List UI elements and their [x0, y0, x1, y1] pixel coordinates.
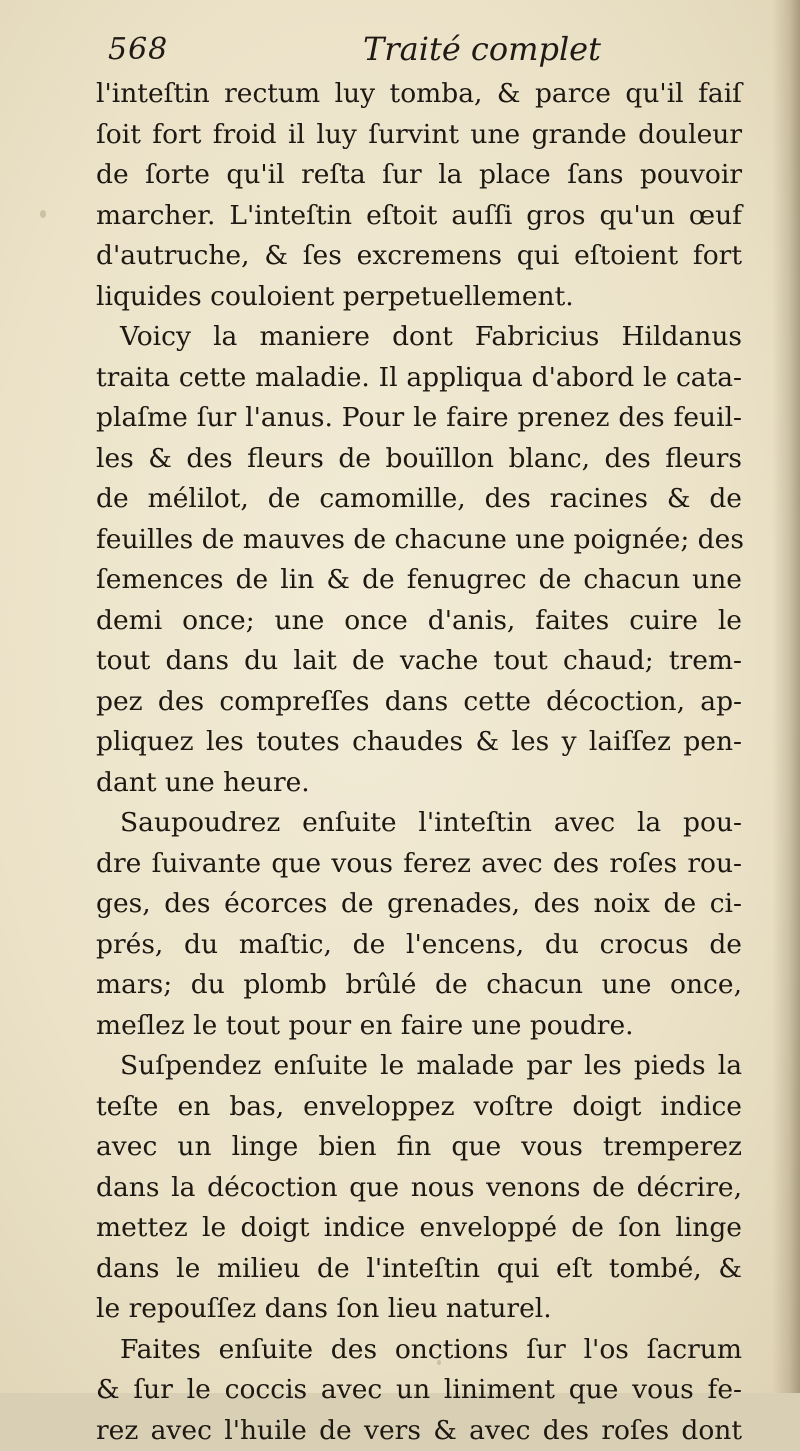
text-line: tout dans du lait de vache tout chaud; trem-	[96, 641, 742, 682]
page-edge-shadow	[772, 0, 800, 1393]
text-line: le repouſſez dans ſon lieu naturel.	[96, 1289, 742, 1330]
text-line: d'autruche, & ſes excremens qui eſtoient fort	[96, 236, 742, 277]
text-line: & ſur le coccis avec un liniment que vous fe-	[96, 1370, 742, 1411]
paragraph-first-line: Voicy la maniere dont Fabricius Hildanus	[96, 317, 742, 358]
text-line: prés, du maſtic, de l'encens, du crocus de	[96, 925, 742, 966]
text-line: pez des compreſſes dans cette décoction, ap-	[96, 682, 742, 723]
text-line: l'inteſtin rectum luy tomba, & parce qu'il faiſ	[96, 74, 742, 115]
paragraph-first-line: Faites enſuite des onctions ſur l'os ſacrum	[96, 1330, 742, 1371]
text-line: de ſorte qu'il reſta ſur la place ſans pouvoir	[96, 155, 742, 196]
text-line: rez avec l'huile de vers & avec des roſes dont	[96, 1411, 742, 1451]
running-title: Traité complet	[363, 30, 601, 68]
text-line: plaſme ſur l'anus. Pour le faire prenez des feuil-	[96, 398, 742, 439]
text-line: traita cette maladie. Il appliqua d'abord le cata-	[96, 358, 742, 399]
text-line: ſoit fort froid il luy ſurvint une grande douleur	[96, 115, 742, 156]
text-line: dant une heure.	[96, 763, 742, 804]
text-line: marcher. L'inteſtin eſtoit auſſi gros qu'un œuf	[96, 196, 742, 237]
text-line: les & des fleurs de bouïllon blanc, des fleurs	[96, 439, 742, 480]
text-line: dans le milieu de l'inteſtin qui eſt tombé, &	[96, 1249, 742, 1290]
page-number: 568	[108, 32, 168, 67]
text-line: teſte en bas, enveloppez voſtre doigt indice	[96, 1087, 742, 1128]
text-line: mars; du plomb brûlé de chacun une once,	[96, 965, 742, 1006]
text-line: liquides couloient perpetuellement.	[96, 277, 742, 318]
text-line: demi once; une once d'anis, faites cuire le	[96, 601, 742, 642]
text-line: feuilles de mauves de chacune une poignée; des	[96, 520, 742, 561]
text-line: dans la décoction que nous venons de décrire,	[96, 1168, 742, 1209]
text-line: avec un linge bien fin que vous tremperez	[96, 1127, 742, 1168]
body-text	[96, 74, 742, 1451]
paragraph-first-line: Saupoudrez enſuite l'inteſtin avec la pou-	[96, 803, 742, 844]
text-line: dre ſuivante que vous ferez avec des roſes rou-	[96, 844, 742, 885]
text-line: meſlez le tout pour en faire une poudre.	[96, 1006, 742, 1047]
text-line: ges, des écorces de grenades, des noix de ci-	[96, 884, 742, 925]
paper-stain	[40, 210, 46, 218]
text-line: mettez le doigt indice enveloppé de ſon linge	[96, 1208, 742, 1249]
text-line: de mélilot, de camomille, des racines & de	[96, 479, 742, 520]
paragraph-first-line: Suſpendez enſuite le malade par les pieds la	[96, 1046, 742, 1087]
text-line: pliquez les toutes chaudes & les y laiſſez pen-	[96, 722, 742, 763]
text-line: ſemences de lin & de fenugrec de chacun une	[96, 560, 742, 601]
